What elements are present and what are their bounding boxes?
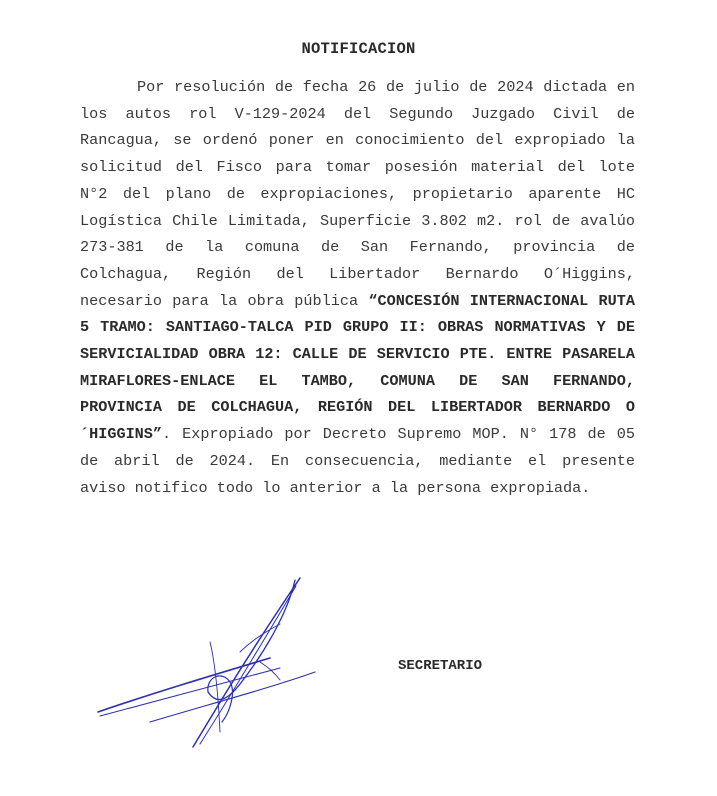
body-text-part-2: . Expropiado por Decreto Supremo MOP. N° 178 de 05 de abril de 2024. En consecuencia, mediante el presente aviso notifico todo lo anterior a la persona expropiada.	[80, 425, 635, 497]
signature-role-label: SECRETARIO	[398, 658, 483, 674]
project-name-bold: “CONCESIÓN INTERNACIONAL RUTA 5 TRAMO: SANTIAGO-TALCA PID GRUPO II: OBRAS NORMATIVAS Y DE SERVICIALIDAD OBRA 12: CALLE DE SERVICIO PTE. ENTRE PASARELA MIRAFLORES-ENLACE EL TAMBO, COMUNA DE SAN FERNANDO, PROVINCIA DE COLCHAGUA, REGIÓN DEL LIBERTADOR BERNARDO O´HIGGINS”	[80, 291, 635, 444]
document-title: NOTIFICACION	[301, 40, 416, 58]
body-text-part-1: Por resolución de fecha 26 de julio de 2024 dictada en los autos rol V-129-2024 del Segundo Juzgado Civil de Rancagua, se ordenó poner en conocimiento del expropiado la solicitud del Fisco para tomar posesión material del lote N°2 del plano de expropiaciones, propietario aparente HC Logística Chile Limitada, Superficie 3.802 m2. rol de avalúo 273-381 de la comuna de San Fernando, provincia de Colchagua, Región del Libertador Bernardo O´Higgins, necesario para la obra pública	[80, 78, 635, 310]
notification-body	[80, 74, 635, 501]
handwritten-signature	[90, 572, 350, 757]
